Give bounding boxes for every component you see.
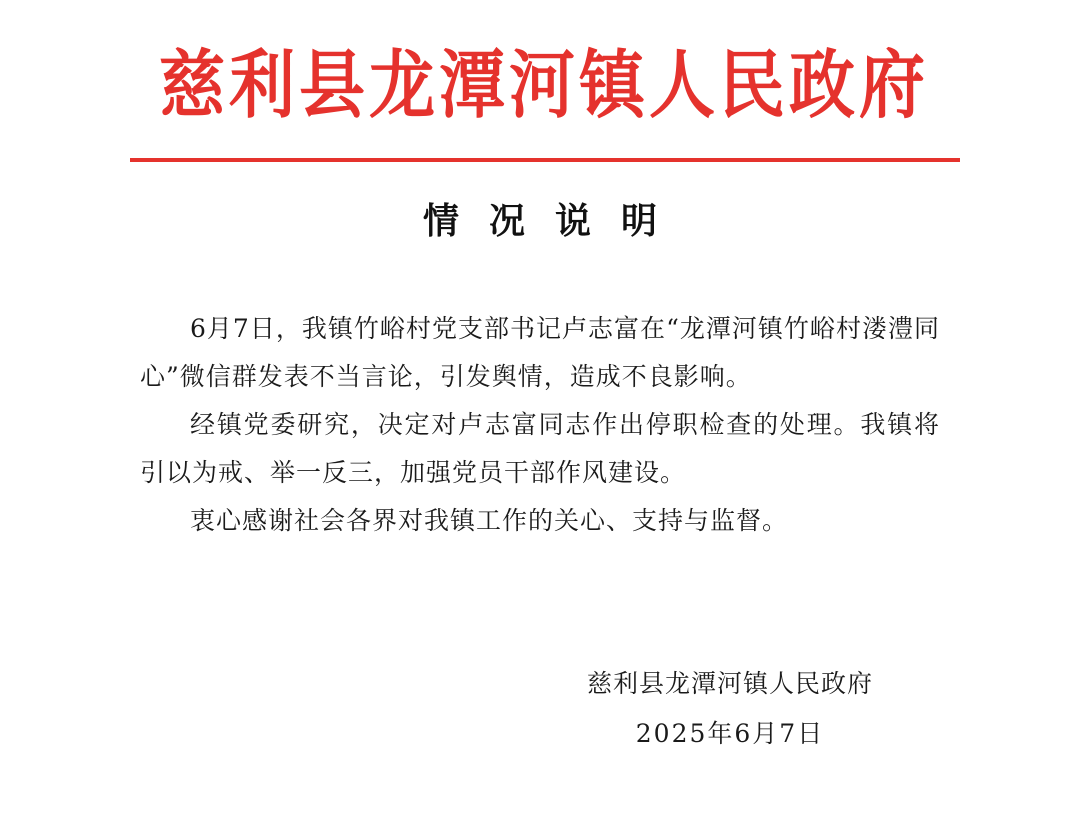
body-paragraph-1: 6月7日，我镇竹峪村党支部书记卢志富在“龙潭河镇竹峪村溇澧同心”微信群发表不当言论，引发舆情，造成不良影响。 (140, 314, 940, 391)
body-paragraph-3: 衷心感谢社会各界对我镇工作的关心、支持与监督。 (190, 506, 789, 535)
signature-date: 2025年6月7日 (635, 719, 825, 748)
masthead-title: 慈利县龙潭河镇人民政府 (159, 42, 929, 129)
masthead-red-divider (130, 158, 960, 162)
signature-organization: 慈利县龙潭河镇人民政府 (586, 669, 873, 698)
body-paragraph-2: 经镇党委研究，决定对卢志富同志作出停职检查的处理。我镇将引以为戒、举一反三，加强党员干部作风建设。 (140, 410, 940, 487)
document-body (140, 305, 940, 545)
document-title: 情况说明 (422, 201, 687, 242)
